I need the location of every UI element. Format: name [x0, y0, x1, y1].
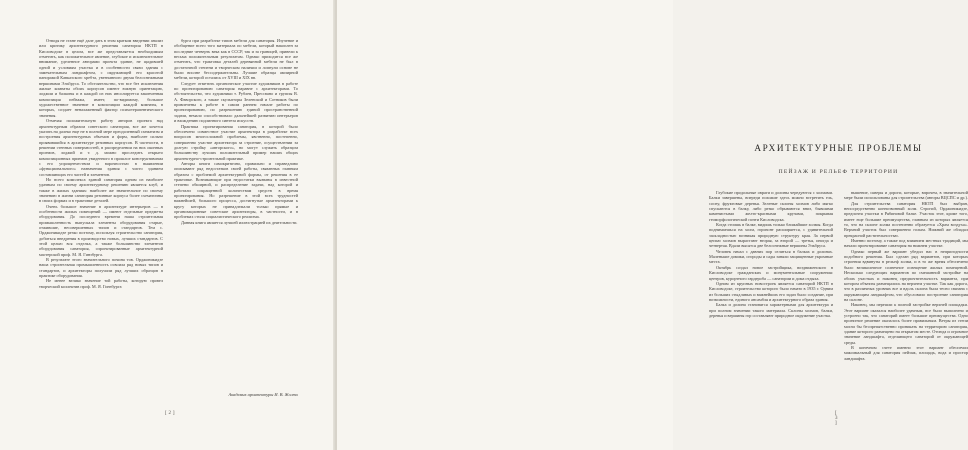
section-subtitle: ПЕЙЗАЖ И РЕЛЬЕФ ТЕРРИТОРИИ — [778, 169, 899, 175]
paragraph: Авторы книги самокритично, правильно и справедливо описывают ряд недостатков своей работы, связанных главным образом с проблемой архитектурной формы, от решения в ее трактовке. Возникающие при недостатки вызваны в известной степени обширной, и распределение задачи, над которой и работали сокращенной количествам средств в время проектирования. Но разрешение в этой всех трудностей важнейшей, большого процесса, достигнутые архитекторами к кругу которых не принадлежали только прямые и организационные советские архитекторы, в частности, и в проблемах стиля социалистического реализма. — [174, 160, 298, 220]
paragraph: Очень большое значение в архитектуре интерьеров — в особенности жилых помещений — имеют отдельные предметы оборудования. До последнего времени наша строительная промышленность выпускала элементы оборудования старые, отжившие, несовершенных типов и стандартов. Тем с. Орджоникидзе резко поэтому, используя строительство санатория, добиться внедрения в производство новых, лучших стандартов. С этой целью вся отделка, а также большинство элементов оборудования санатория, спроектированные архитектурной мастерской проф. М. Я. Гинзбурга. — [39, 203, 163, 257]
paragraph: Когда стоишь в балке, видишь только ближайшие холмы. Когда поднимаешься на холм, горизонт расширяется, с удивительной заскладностью возникая природную структуру края. За первой цепью холмов вырастают вторая, за второй — третья, иногда и четвертая. Вдали высятся две белоснежные вершины Эльбруса. — [709, 222, 833, 249]
paragraph: Но всего комплекса зданий санатория одним из наиболее удачным по своему архитектурному решению является клуб, и также в жилых зданиях: наиболее же значительное по своему значению в жизни санатория резинные корпуса более схематичны в своих формах и в трактовке деталей. — [39, 176, 163, 204]
chapter-title: АРХИТЕКТУРНЫЕ ПРОБЛЕМЫ — [754, 143, 923, 153]
paragraph: вышение, скверы и дороги, которые, впрочем, в значительной мере были использованы для строительства (авторы ВЦСПС и др.). — [844, 190, 968, 201]
paragraph: В результате этого значительного почина тов. Орджоникидзе наша строительная промышленность освоила ряд новых типов и стандартов, и архитекторы получили ряд лучших образцов в практике оборудования. — [39, 257, 163, 279]
paragraph: Практика проектирования санатория, в которой было обеспечено совместное участие архитектора в разработке всех вопросов многосложной проблемы, явственно, постепенно, совершенно участие архитектора за строение, осуществлении за долгую стройку «авторского», но могут служить образцом большинству лучших положительный пример наших общих архитектурно-строительной практике. — [174, 123, 298, 161]
paragraph: Следует отметить органическое участие художников в работе по проектированию санатория наравне с архитекторами. То обстоятельство, что художники т. Рублев, Прессвано и группы В. А. Фаворского, а также скульпторы Зеленский и Сотников были привлечены к работе в самом раннем начале работы по проектированию, по разрешению единой пространственной задачи, немало способствовало дальнейшей развитию интерьеров и вхождению подлинного синтеза искусств. — [174, 80, 298, 124]
paragraph: бурга при разработке типов мебели для санатория. Изучение и обобщение всего того материала по мебели, который накоплен за последние четверть века как в СССР, так и за границей, привели к весьма положительным результатам. Однако приходится все же отметить, что трактовка деталей деревянной мебели не был в достаточной степени и творческом наличии и лопнули основе не были вполне бессодержательны. Лучшие образцы ампирной мебели, которой остались от XVIII и XIX вв. — [174, 38, 298, 81]
author-signature: Академик архитектуры И. В. Жолто — [228, 392, 298, 397]
right-page-column-2 — [844, 190, 968, 420]
left-page-column-2 — [174, 38, 298, 406]
paragraph: Отводя не стане ещё дале дать в этом кратком введении анализ или критику архитектурного решения санатория НКТП в Кисловодске в целом, все же представляется необходимым отметить, как положительное явление, глубокое и исключительное внимание, уделенное авторами проекта здание, не щадившей одной и условиям участка и в особенности связи здания с замечательным ландшафтом, с окружающей его красотой панорамой Кавказского хребта, увенчанного двумя белоснежными вершинами Эльбруса. То обстоятельство, что все без исключения жилые комнаты обоих корпусов имеют южную ориентацию, лоджии и балконы и в каждой из них инсолируется законченная композиция пейзажа, имеет, по-видимому, большое художественное значение в композиции каждой комнаты, в которых, создает неналаженный фактор психотерапевтического значения. — [39, 38, 163, 118]
paragraph: Данная книга является лучшей иллюстрацией их деятельности. — [181, 219, 298, 225]
paragraph: Для строительства санатория НКТП был выбран, непосредственно коннозвонный холм. Строгий, Орджоникидзе, предпочтя участки в Рябиновой балке. Участок этот, кроме того, имеет еще большие преимущества, главным из которых является то, что на склоне холма постепенно образуется «Храм воздуха». Верхний участок был совершенно голым. Нижний же обладал прекрасной растительностью. — [844, 200, 968, 238]
paragraph: Отмечая положительную работу авторов проекта над архитектурным образом советского санатория, все же хочется указать на далеко еще не в полной мере преодоленный схематизм и построения архитектурных объемов и форм, наиболее сильно проявившийся в архитектуре резинных корпусов. В частности, в решении стенных поверхностей, в распределении на них оконных проемов, лоджий и т. д. можно проследить открыто композиционных приемов увиденного в прошлое конструктивизма с его упрощенчеством и варочностью в выявлении «функционального» назначения здания с чисто зданием составляющих его частей и элементов. — [39, 118, 163, 177]
right-page-column-1 — [709, 190, 833, 420]
paragraph: Однако первый же вариант убедил нас в непригодности подобного решения. Был сделан ряд вариантов, при которых строения вдвинуты в рельеф холма, и в то же время обеспечено было великолепное солнечное освещение жилых помещений. Несколько следующих вариантов по смешанной застройке на обоих участках и наконец предпочтительность варианта, при котором объекты размещались на верхнем участке. Так как дорога, что в различных уровнях все и вдоль склона была тесно связана с окружающим ландшафтом, что обусловило построение санатория на склоне. — [844, 248, 968, 302]
paragraph: Не менее велико значение той работы, которую провел творческий коллектив проф. М. Я. Гинзбурга — [39, 278, 163, 289]
paragraph: Октябрь создал новое застройщика, воздвиженского в Кисловодске гражданских и монументальные сооружения: центров, курортного гардероба — санатории и дома отдыха. — [709, 264, 833, 281]
paragraph: В конечном счете именно этот вариант обеспечил максимальный для санатория пейзаж, площадь, вода и простор ландшафта. — [844, 344, 968, 361]
left-page — [0, 0, 336, 450]
page-number-right: [ 3 ] — [835, 411, 838, 426]
paragraph: Балка и долина становятся характерными для архитектура и при полном значении такого материала. Склоны холмов, балки, деревья и вершины гор составляют природное окружение участка. — [709, 302, 833, 318]
paragraph: Одним из крупных новостроек является санаторий НКТП в Кисловодске, строительство которого было начато в 1935 г. Одним из больших стыдливых и важнейших его задач было создание, при возможности, единого ансамбля и архитектурного образа здания. — [709, 280, 833, 302]
paragraph: Глубокие продольные овраги и долины чередуются с холмами. Балки завершены, впереди похожие здесь можно встретить ель, сосну, фруктовые деревья. Зеленые склоны холмов либо мягко спускаются в балку, либо резко обрываются вниз, бывшими каменистыми желто-красными кручами, покрывая геоморфологической почти Кисловодска. — [709, 190, 833, 222]
right-page — [337, 0, 968, 450]
paragraph: Наконец, мы перешли к полной застройке верхней площадки. Этот вариант оказался наиболее удачным, все было выполнено и устроено так, что санаторий имеет большие преимущества. Одно проектное решение оказалось более правильным. Ветры из степи могли бы беспрепятственно проникать на территорию санатория, здание которого размещено на открытом месте. Отсюда и огромное значение ландшафта, отделяющего санаторий от окружающей среды. — [844, 302, 968, 345]
paragraph: Человек начал с давних пор селиться в балках и долинах. Маленькие домики, огороды и сады заняли защищенные укромные места. — [709, 248, 833, 265]
page-number-left: [ 2 ] — [165, 411, 175, 416]
left-page-column-1 — [39, 38, 163, 408]
paragraph: Именно поэтому, а также под влиянием местных традиций, мы начали проектирование санатория на нижнем участке. — [844, 238, 968, 249]
